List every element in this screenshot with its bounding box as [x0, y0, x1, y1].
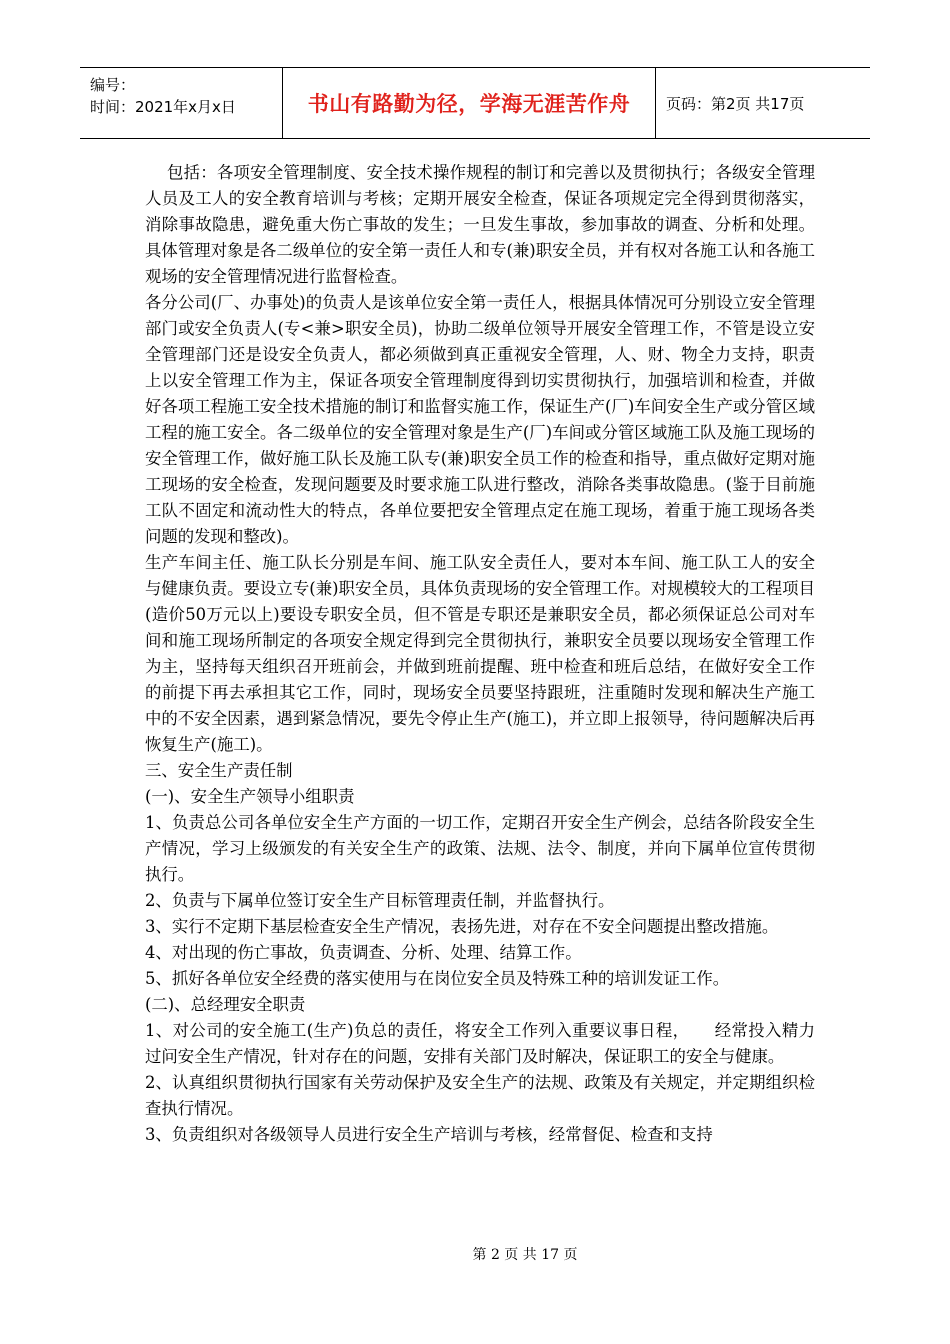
paragraph: 各分公司(厂、办事处)的负责人是该单位安全第一责任人，根据具体情况可分别设立安全管理部门或安全负责人(专<兼>职安全员)，协助二级单位领导开展安全管理工作，不管是设立安全管理部门还是设安全负责人，都必须做到真正重视安全管理，人、财、物全力支持，职责上以安全管理工作为主，保证各项安全管理制度得到切实贯彻执行，加强培训和检查，并做好各项工程施工安全技术措施的制订和监督实施工作，保证生产(厂)车间安全生产或分管区域工程的施工安全。各二级单位的安全管理对象是生产(厂)车间或分管区域施工队及施工现场的安全管理工作，做好施工队长及施工队专(兼)职安全员工作的检查和指导，重点做好定期对施工现场的安全检查，发现问题要及时要求施工队进行整改，消除各类事故隐患。(鉴于目前施工队不固定和流动性大的特点，各单位要把安全管理点定在施工现场，着重于施工现场各类问题的发现和整改)。	[145, 293, 815, 546]
list-item: 1、对公司的安全施工(生产)负总的责任，将安全工作列入重要议事日程， 经常投入精力过问安全生产情况，针对存在的问题，安排有关部门及时解决，保证职工的安全与健康。	[145, 1021, 815, 1066]
list-item: 5、抓好各单位安全经费的落实使用与在岗位安全员及特殊工种的培训发证工作。	[145, 969, 730, 988]
header-page-info: 页码：第2页 共17页	[666, 94, 805, 113]
paragraph: 生产车间主任、施工队长分别是车间、施工队安全责任人，要对本车间、施工队工人的安全与健康负责。要设立专(兼)职安全员，具体负责现场的安全管理工作。对规模较大的工程项目(造价50万元以上)要设专职安全员，但不管是专职还是兼职安全员，都必须保证总公司对车间和施工现场所制定的各项安全规定得到完全贯彻执行，兼职安全员要以现场安全管理工作为主，坚持每天组织召开班前会，并做到班前提醒、班中检查和班后总结，在做好安全工作的前提下再去承担其它工作，同时，现场安全员要坚持跟班，注重随时发现和解决生产施工中的不安全因素，遇到紧急情况，要先令停止生产(施工)，并立即上报领导，待问题解决后再恢复生产(施工)。	[145, 553, 815, 754]
list-item: 2、负责与下属单位签订安全生产目标管理责任制，并监督执行。	[145, 891, 615, 910]
subsection-heading: (二)、总经理安全职责	[145, 995, 306, 1014]
header-time-label: 时间：2021年x月x日	[90, 98, 236, 116]
list-item: 4、对出现的伤亡事故，负责调查、分析、处理、结算工作。	[145, 943, 582, 962]
list-item: 1、负责总公司各单位安全生产方面的一切工作，定期召开安全生产例会，总结各阶段安全生产情况，学习上级颁发的有关安全生产的政策、法规、法令、制度，并向下属单位宣传贯彻执行。	[145, 813, 815, 884]
header-meta	[80, 68, 283, 138]
header-code-label: 编号：	[90, 76, 136, 94]
document-body	[145, 160, 815, 1148]
list-item: 3、负责组织对各级领导人员进行安全生产培训与考核，经常督促、检查和支持	[145, 1125, 713, 1144]
list-item: 2、认真组织贯彻执行国家有关劳动保护及安全生产的法规、政策及有关规定，并定期组织检查执行情况。	[145, 1073, 815, 1118]
list-item: 3、实行不定期下基层检查安全生产情况，表扬先进，对存在不安全问题提出整改措施。	[145, 917, 779, 936]
section-heading: 三、安全生产责任制	[145, 761, 293, 780]
header-motto: 书山有路勤为径，学海无涯苦作舟	[283, 68, 656, 138]
page-header	[80, 67, 870, 139]
page-footer: 第 2 页 共 17 页	[472, 1247, 578, 1263]
paragraph: 包括：各项安全管理制度、安全技术操作规程的制订和完善以及贯彻执行；各级安全管理人员及工人的安全教育培训与考核；定期开展安全检查，保证各项规定完全得到贯彻落实，消除事故隐患，避免重大伤亡事故的发生；一旦发生事故，参加事故的调查、分析和处理。具体管理对象是各二级单位的安全第一责任人和专(兼)职安全员，并有权对各施工认和各施工观场的安全管理情况进行监督检查。	[145, 163, 815, 286]
subsection-heading: (一)、安全生产领导小组职责	[145, 787, 355, 806]
